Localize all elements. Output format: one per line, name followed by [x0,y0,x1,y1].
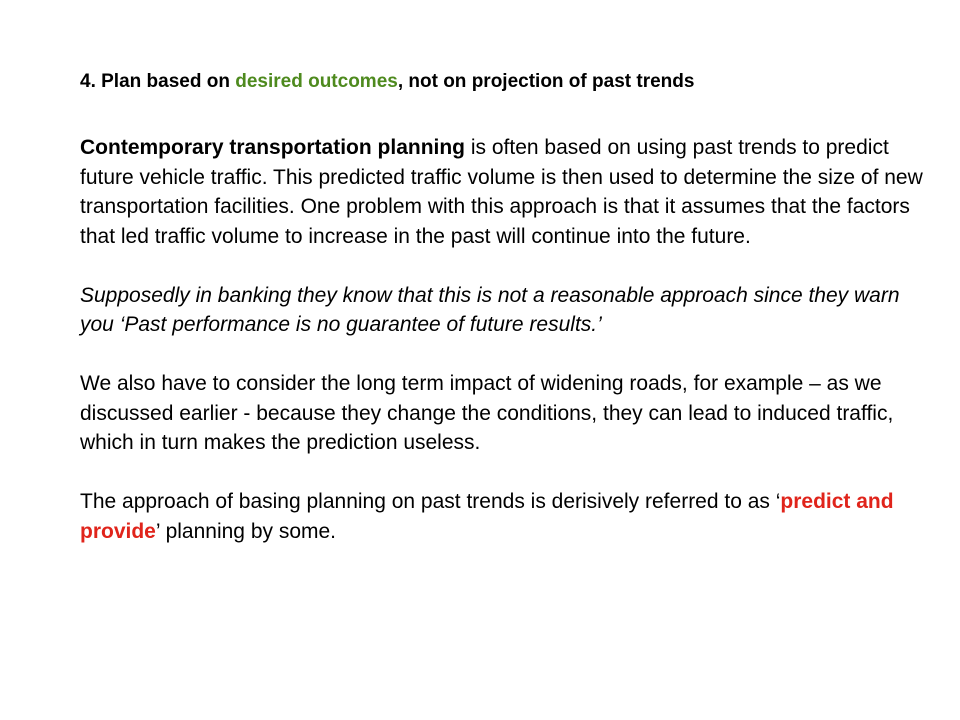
paragraph-contemporary-planning [80,133,930,251]
slide-body [80,133,930,546]
paragraph-3-text: We also have to consider the long term impact of widening roads, for example – as we discussed earlier - because they change the conditions, they can lead to induced traffic, which in turn makes the prediction useless. [80,372,894,454]
slide-heading [80,67,940,97]
bold-lead-contemporary-transportation-planning: Contemporary transportation planning [80,136,466,159]
paragraph-predict-and-provide [80,487,930,546]
heading-prefix: 4. Plan based on [80,71,236,92]
highlight-predict-and-provide: predict and provide [80,490,894,543]
paragraph-1-text: is often based on using past trends to predict future vehicle traffic. This predicted traffic volume is then used to determine the size of new transportation facilities. One problem with this approach is that it assumes that the factors that led traffic volume to increase in the past will continue into the future. [80,136,923,248]
paragraph-2-text: Supposedly in banking they know that this is not a reasonable approach since they warn you ‘Past performance is no guarantee of future results.’ [80,283,900,336]
heading-suffix: , not on projection of past trends [397,71,695,92]
heading-highlight-desired-outcomes: desired outcomes [235,71,398,92]
paragraph-banking-quote [80,281,930,340]
paragraph-widening-roads [80,369,930,458]
paragraph-4-text-before: The approach of basing planning on past trends is derisively referred to as ‘ [80,490,781,513]
paragraph-4-text-after: ’ planning by some. [155,519,337,543]
